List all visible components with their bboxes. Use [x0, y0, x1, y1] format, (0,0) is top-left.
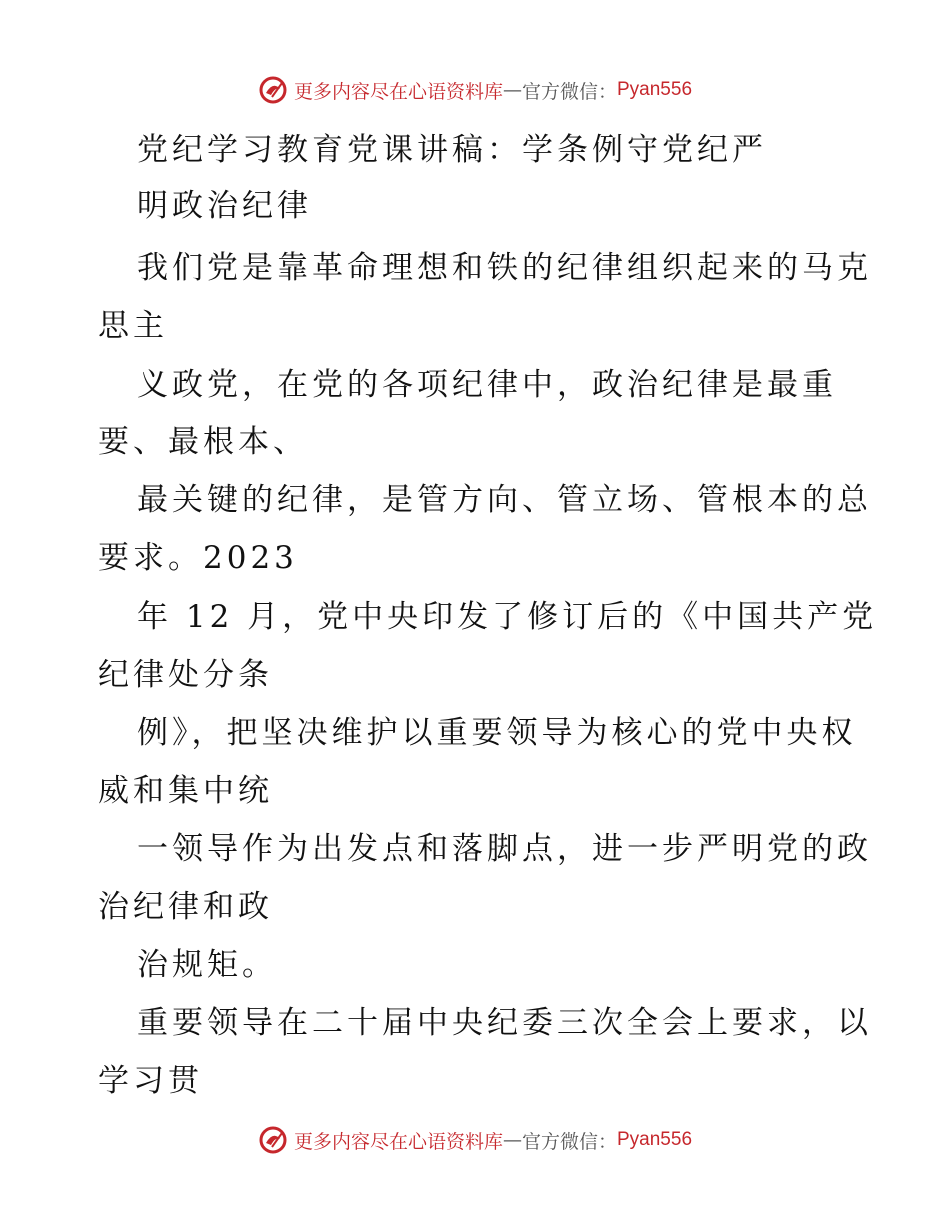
red-swirl-logo-icon — [258, 75, 288, 105]
watermark-separator: — — [502, 79, 522, 101]
paragraph-line: 义政党，在党的各项纪律中，政治纪律是最重 — [137, 367, 837, 403]
footer-watermark — [0, 1120, 950, 1160]
paragraph-line: 纪律处分条 — [98, 657, 273, 693]
red-swirl-logo-icon — [258, 1125, 288, 1155]
paragraph-line: 治规矩。 — [137, 947, 277, 983]
watermark-wechat-id: Pyan556 — [617, 79, 693, 100]
paragraph-line: 学习贯 — [98, 1063, 203, 1099]
header-watermark — [0, 70, 950, 110]
document-title-line-1: 党纪学习教育党课讲稿：学条例守党纪严 — [137, 132, 767, 168]
paragraph-line: 我们党是靠革命理想和铁的纪律组织起来的马克 — [137, 250, 872, 286]
document-title-line-2: 明政治纪律 — [137, 188, 312, 224]
paragraph-line: 一领导作为出发点和落脚点，进一步严明党的政 — [137, 831, 872, 867]
paragraph-line: 治纪律和政 — [98, 889, 273, 925]
paragraph-line: 要求。2023 — [98, 540, 298, 576]
watermark-wechat-id: Pyan556 — [617, 1129, 693, 1150]
paragraph-line: 年 12 月，党中央印发了修订后的《中国共产党 — [137, 599, 878, 635]
watermark-brand: 更多内容尽在心语资料库 — [293, 80, 503, 103]
paragraph-line: 要、最根本、 — [98, 424, 308, 460]
paragraph-line: 威和集中统 — [98, 773, 273, 809]
paragraph-line: 例》，把坚决维护以重要领导为核心的党中央权 — [137, 715, 857, 751]
watermark-separator: — — [502, 1129, 522, 1151]
watermark-wechat-label: 官方微信： — [521, 80, 617, 103]
paragraph-line: 最关键的纪律，是管方向、管立场、管根本的总 — [137, 482, 872, 518]
watermark-wechat-label: 官方微信： — [521, 1130, 617, 1153]
watermark-brand: 更多内容尽在心语资料库 — [293, 1130, 503, 1153]
paragraph-line: 重要领导在二十届中央纪委三次全会上要求，以 — [137, 1005, 872, 1041]
paragraph-line: 思主 — [98, 308, 168, 344]
